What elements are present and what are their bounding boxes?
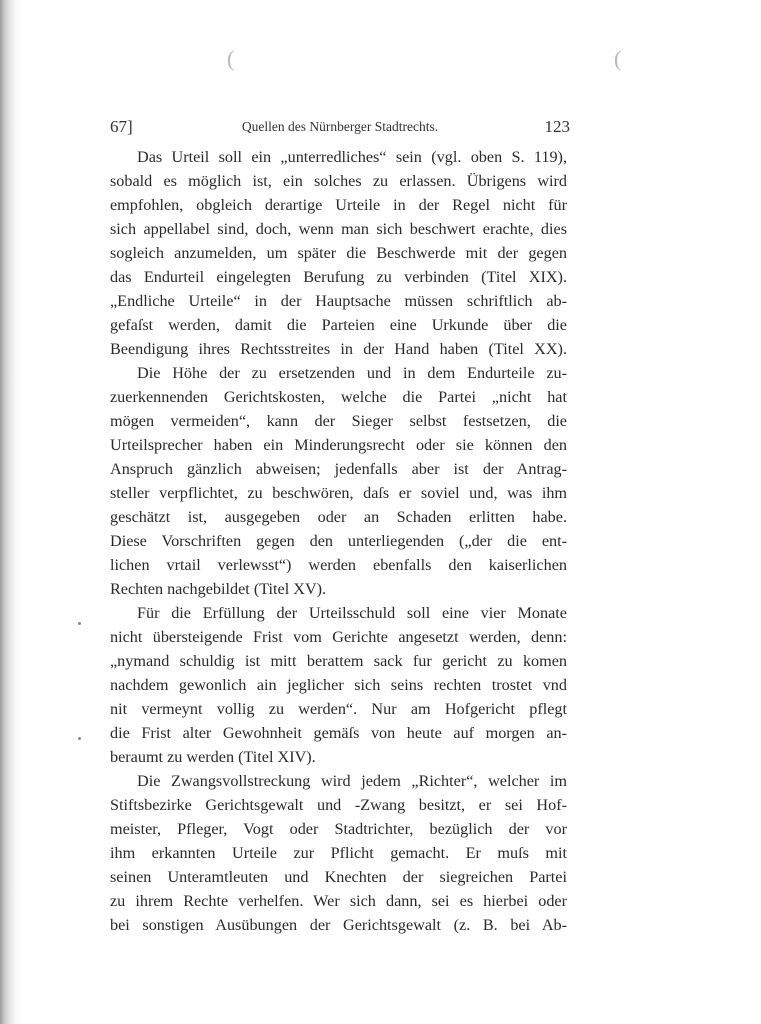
margin-dot <box>78 622 81 625</box>
text-line: nicht übersteigende Frist vom Gerichte angesetzt werden, denn: <box>110 628 567 646</box>
text-line: Beendigung ihres Rechtsstreites in der Hand haben (Titel XX). <box>110 340 567 358</box>
page-number: 123 <box>544 117 570 136</box>
text-line: Anspruch gänzlich abweisen; jedenfalls aber ist der Antrag- <box>110 460 567 478</box>
text-line: sogleich anzumelden, um später die Beschwerde mit der gegen <box>110 244 567 262</box>
text-line: Für die Erfüllung der Urteilsschuld soll eine vier Monate <box>137 604 567 622</box>
text-line: die Frist alter Gewohnheit gemäſs von heute auf morgen an- <box>110 724 567 742</box>
text-line: mögen vermeiden“, kann der Sieger selbst festsetzen, die <box>110 412 567 430</box>
text-line: empfohlen, obgleich derartige Urteile in der Regel nicht für <box>110 196 567 214</box>
text-line: zuerkennenden Gerichtskosten, welche die Partei „nicht hat <box>110 388 567 406</box>
text-line: Die Höhe der zu ersetzenden und in dem Endurteile zu- <box>137 364 567 382</box>
text-line: bei sonstigen Ausübungen der Gerichtsgewalt (z. B. bei Ab- <box>110 916 567 934</box>
text-line: „nymand schuldig ist mitt berattem sack fur gericht zu komen <box>110 652 567 670</box>
margin-dot <box>78 737 81 740</box>
text-line: „Endliche Urteile“ in der Hauptsache müssen schriftlich ab- <box>110 292 567 310</box>
text-line: Diese Vorschriften gegen den unterliegenden („der die ent- <box>110 532 567 550</box>
text-line: gefaſst werden, damit die Parteien eine Urkunde über die <box>110 316 567 334</box>
text-line: Das Urteil soll ein „unterredliches“ sein (vgl. oben S. 119), <box>137 148 567 166</box>
text-line: lichen vrtail verlewsst“) werden ebenfalls den kaiserlichen <box>110 556 567 574</box>
text-line: steller verpflichtet, zu beschwören, daſs er soviel und, was ihm <box>110 484 567 502</box>
body-text <box>110 145 567 937</box>
page-header <box>110 113 570 137</box>
text-line: ihm erkannten Urteile zur Pflicht gemacht. Er muſs mit <box>110 844 567 862</box>
text-line: seinen Unteramtleuten und Knechten der siegreichen Partei <box>110 868 567 886</box>
text-line: meister, Pfleger, Vogt oder Stadtrichter, bezüglich der vor <box>110 820 567 838</box>
text-line: sich appellabel sind, doch, wenn man sich beschwert erachte, dies <box>110 220 567 238</box>
margin-mark-left: ( <box>227 46 235 71</box>
text-line: nachdem gewonlich ain jeglicher sich seins rechten trostet vnd <box>110 676 567 694</box>
text-line: zu ihrem Rechte verhelfen. Wer sich dann, sei es hierbei oder <box>110 892 567 910</box>
text-line: Stiftsbezirke Gerichtsgewalt und -Zwang besitzt, er sei Hof- <box>110 796 567 814</box>
text-line: das Endurteil eingelegten Berufung zu verbinden (Titel XIX). <box>110 268 567 286</box>
text-line: Rechten nachgebildet (Titel XV). <box>110 580 327 598</box>
text-line: Urteilsprecher haben ein Minderungsrecht oder sie können den <box>110 436 567 454</box>
text-line: geschätzt ist, ausgegeben oder an Schaden erlitten habe. <box>110 508 567 526</box>
scan-edge-shadow <box>0 0 20 1024</box>
margin-mark-right: ( <box>614 46 622 71</box>
text-line: Die Zwangsvollstreckung wird jedem „Richter“, welcher im <box>137 772 567 790</box>
text-line: sobald es möglich ist, ein solches zu erlassen. Übrigens wird <box>110 172 567 190</box>
text-line: nit vermeynt vollig zu werden“. Nur am Hofgericht pflegt <box>110 700 567 718</box>
text-line: beraumt zu werden (Titel XIV). <box>110 748 316 766</box>
section-number: 67] <box>110 117 133 136</box>
running-title: Quellen des Nürnberger Stadtrechts. <box>241 119 439 134</box>
